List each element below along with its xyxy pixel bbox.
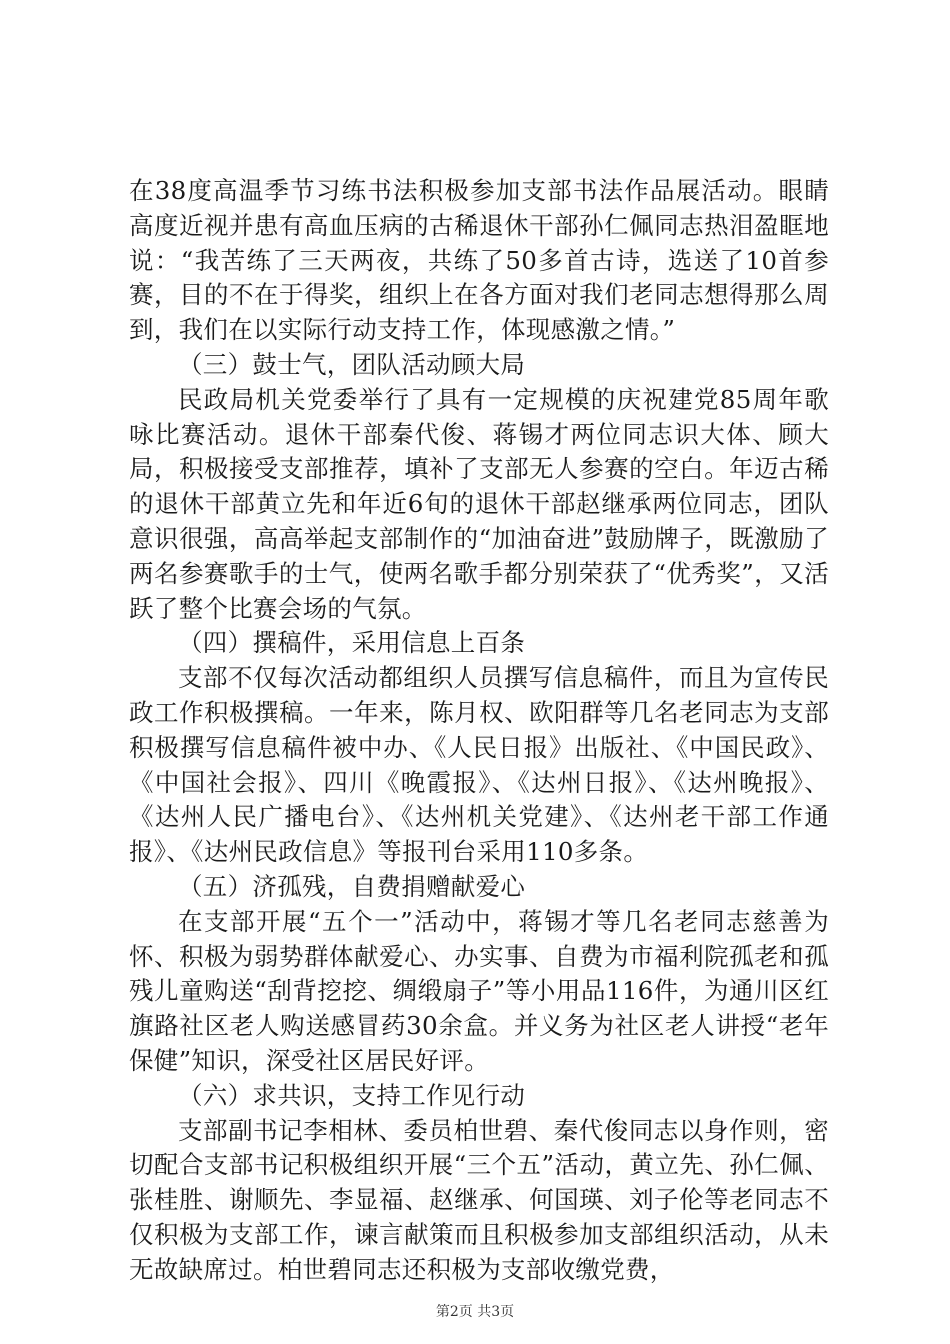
paragraph-section-3: 民政局机关党委举行了具有一定规模的庆祝建党85周年歌咏比赛活动。退休干部秦代俊、蒋锡才两位同志识大体、顾大局，积极接受支部推荐，填补了支部无人参赛的空白。年迈古稀的退休干部黄立先和年近6旬的退休干部赵继承两位同志，团队意识很强，高高举起支部制作的“加油奋进”鼓励牌子，既激励了两名参赛歌手的士气，使两名歌手都分别荣获了“优秀奖”，又活跃了整个比赛会场的气氛。 <box>129 384 829 623</box>
page-number: 第2页 共3页 <box>435 1304 515 1320</box>
paragraph-section-6: 支部副书记李相林、委员柏世碧、秦代俊同志以身作则，密切配合支部书记积极组织开展“三个五”活动，黄立先、孙仁佩、张桂胜、谢顺先、李显福、赵继承、何国瑛、刘子伦等老同志不仅积极为支部工作，谏言献策而且积极参加支部组织活动，从未无故缺席过。柏世碧同志还积极为支部收缴党费， <box>129 1115 829 1284</box>
document-body <box>129 174 829 1288</box>
paragraph-section-4: 支部不仅每次活动都组织人员撰写信息稿件，而且为宣传民政工作积极撰稿。一年来，陈月权、欧阳群等几名老同志为支部积极撰写信息稿件被中办、《人民日报》出版社、《中国民政》、《中国社会报》、四川《晚霞报》、《达州日报》、《达州晚报》、《达州人民广播电台》、《达州机关党建》、《达州老干部工作通报》、《达州民政信息》等报刊台采用110多条。 <box>129 663 829 867</box>
section-heading-4: （四）撰稿件，采用信息上百条 <box>178 628 526 658</box>
paragraph-section-5: 在支部开展“五个一”活动中，蒋锡才等几名老同志慈善为怀、积极为弱势群体献爱心、办实事、自费为市福利院孤老和孤残儿童购送“刮背挖挖、绸缎扇子”等小用品116件，为通川区红旗路社区老人购送感冒药30余盒。并义务为社区老人讲授“老年保健”知识，深受社区居民好评。 <box>129 906 829 1075</box>
section-heading-5: （五）济孤残，自费捐赠献爱心 <box>178 871 526 901</box>
section-heading-6: （六）求共识，支持工作见行动 <box>178 1080 526 1110</box>
page-footer <box>0 1303 950 1321</box>
section-heading-3: （三）鼓士气，团队活动顾大局 <box>178 349 526 379</box>
paragraph-continuation: 在38度高温季节习练书法积极参加支部书法作品展活动。眼睛高度近视并患有高血压病的古稀退休干部孙仁佩同志热泪盈眶地说：“我苦练了三天两夜，共练了50多首古诗，选送了10首参赛，目的不在于得奖，组织上在各方面对我们老同志想得那么周到，我们在以实际行动支持工作，体现感激之情。” <box>129 176 829 345</box>
